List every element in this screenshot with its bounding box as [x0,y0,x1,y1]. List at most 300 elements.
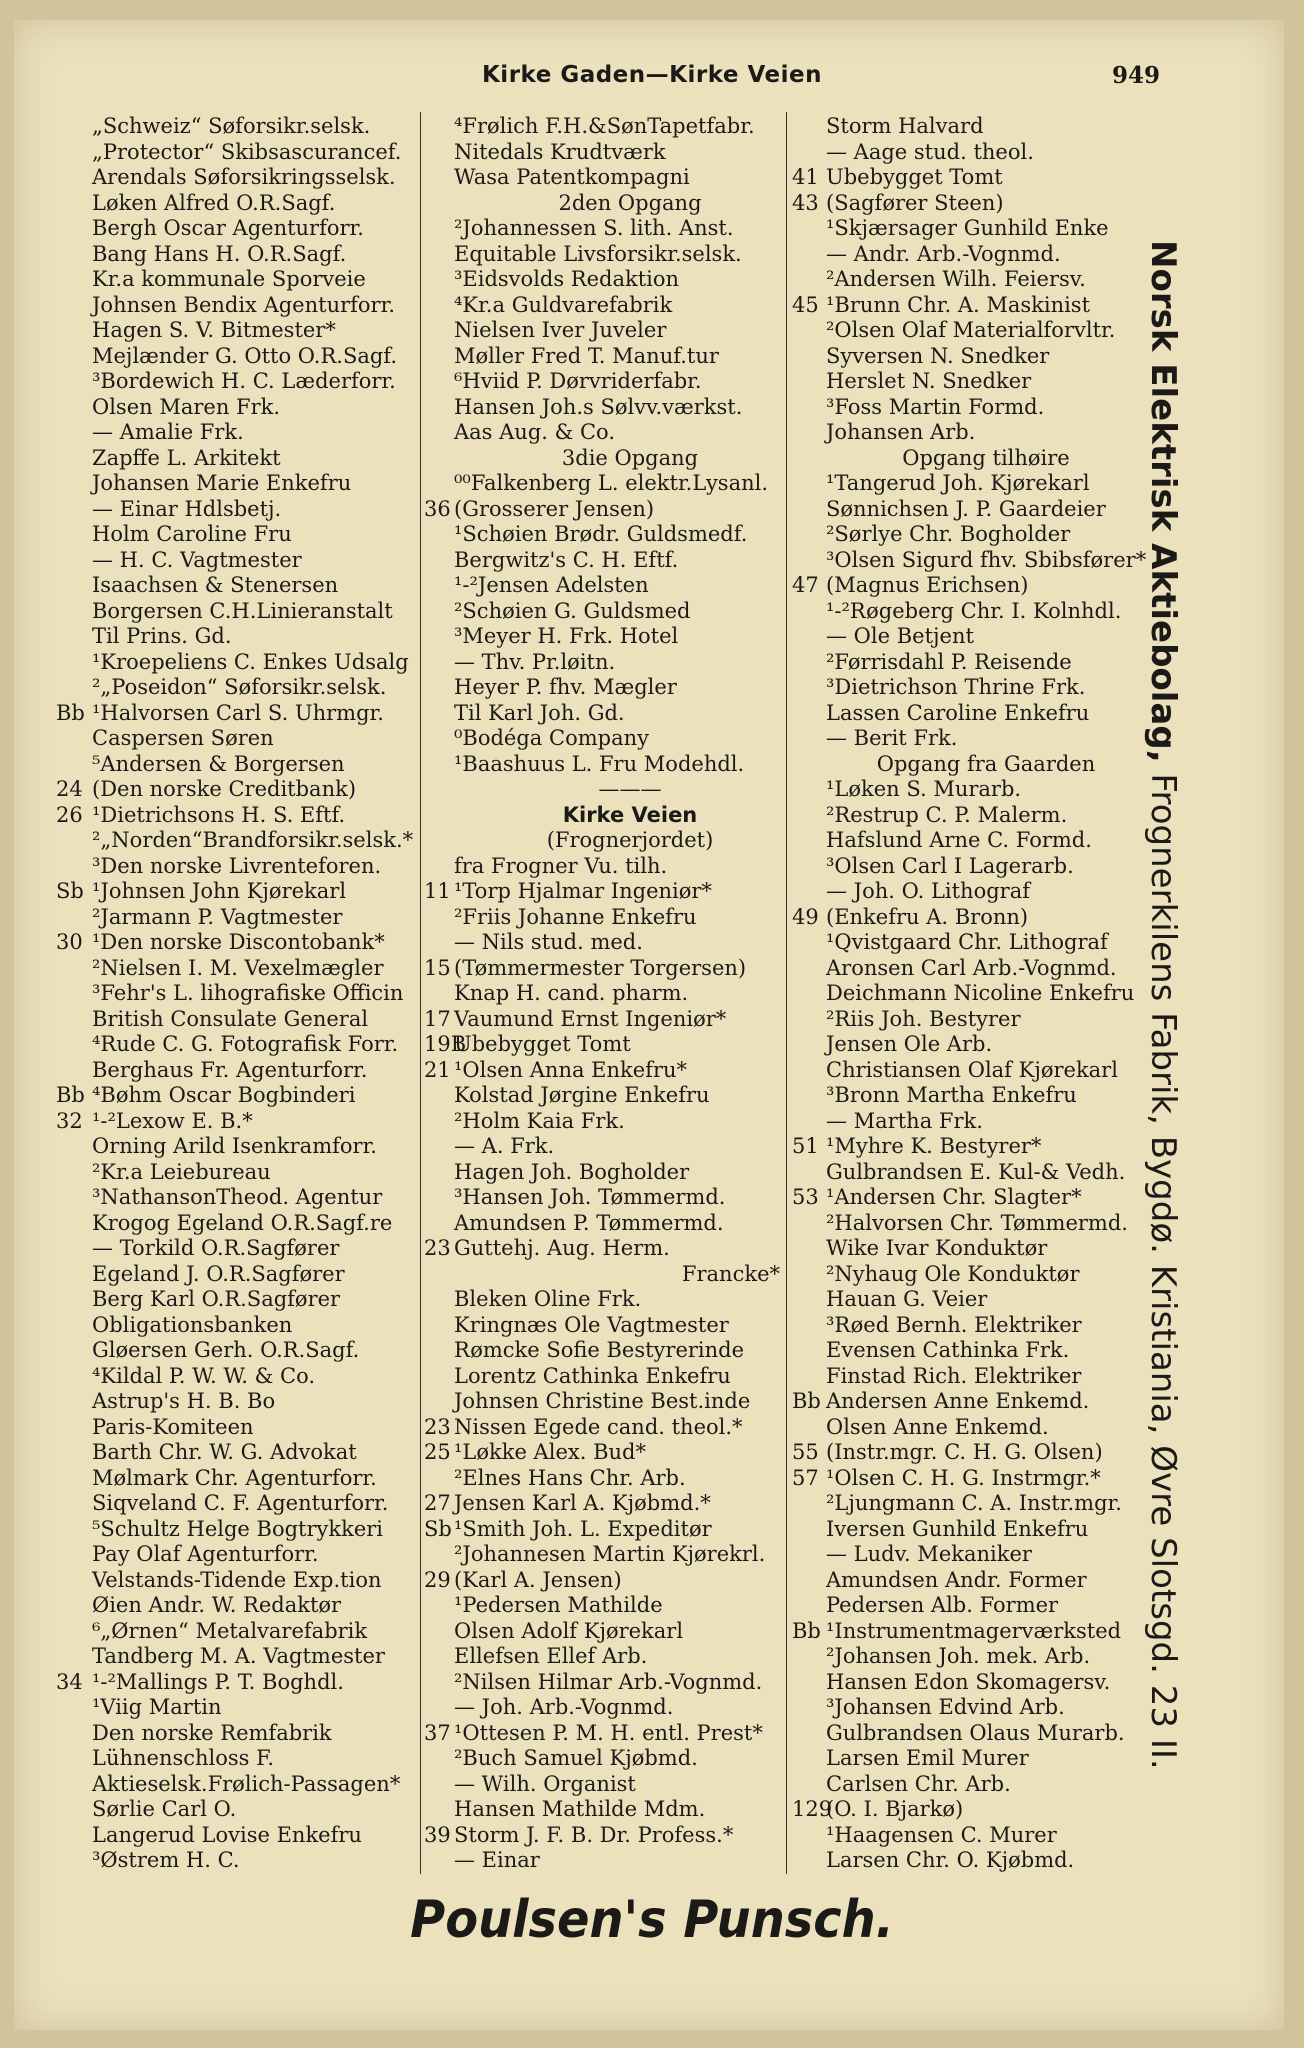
house-number: Sb [56,879,84,903]
directory-entry [792,1466,1152,1492]
entry-text: — A. Frk. [454,1134,555,1158]
directory-entry [424,1440,786,1466]
entry-text: ²Johannessen S. lith. Anst. [454,216,734,240]
directory-entry [792,522,1152,548]
directory-entry [792,777,1152,803]
entry-text: Ubebygget Tomt [826,165,1003,189]
entry-text: Arendals Søforsikringsselsk. [92,165,396,189]
entry-text: ²Ljungmann C. A. Instr.mgr. [826,1491,1122,1515]
directory-entry [792,165,1152,191]
directory-entry [792,854,1152,880]
entry-text: ¹Brunn Chr. A. Maskinist [826,292,1091,317]
entry-text: 3die Opgang [561,445,699,470]
entry-text: ²Kr.a Leiebureau [92,1159,271,1184]
house-number: 19B [424,1032,467,1056]
house-number: 27 [424,1491,451,1515]
entry-text: Berg Karl O.R.Sagfører [92,1287,341,1311]
entry-text: ¹Torp Hjalmar Ingeniør* [454,879,712,903]
house-number: 29 [424,1567,451,1592]
entry-text: Olsen Anne Enkemd. [826,1414,1049,1439]
column-divider [786,112,787,1874]
entry-text: Møller Fred T. Manuf.tur [454,343,719,368]
entry-text: Carlsen Chr. Arb. [826,1771,1011,1796]
directory-entry [424,1389,786,1415]
directory-entry [792,1542,1152,1568]
directory-entry [56,165,418,191]
entry-text: Opgang tilhøire [902,445,1070,470]
entry-text: ¹Baashuus L. Fru Modehdl. [454,751,745,776]
entry-text: ²Buch Samuel Kjøbmd. [454,1746,698,1770]
directory-entry [424,650,786,676]
house-number: 47 [792,573,819,597]
directory-entry [792,1491,1152,1517]
directory-entry [792,1313,1152,1339]
entry-text: ¹Smith Joh. L. Expeditør [454,1516,712,1541]
side-ad-rest: Frognerkilens Fabrik, Bygdø. Kristiania, Øvre Slotsgd. 23 II. [1143,762,1183,1770]
directory-entry [56,828,418,854]
directory-entry [792,1058,1152,1084]
house-number: Bb [792,1389,821,1413]
directory-entry [424,803,786,829]
house-number: 51 [792,1134,819,1158]
entry-text: Paris-Komiteen [92,1414,254,1439]
entry-text: Bang Hans H. O.R.Sagf. [92,241,347,266]
entry-text: ¹Halvorsen Carl S. Uhrmgr. [92,700,384,725]
directory-entry [56,446,418,472]
directory-entry [792,318,1152,344]
entry-text: ¹Myhre K. Bestyrer* [826,1134,1042,1158]
directory-entry [424,293,786,319]
directory-entry [424,344,786,370]
directory-entry [56,1440,418,1466]
directory-entry [424,267,786,293]
entry-text: ³Olsen Carl I Lagerarb. [826,853,1074,878]
directory-entry [424,1517,786,1543]
directory-entry [792,1211,1152,1237]
directory-entry [56,573,418,599]
entry-text: ¹Tangerud Joh. Kjørekarl [826,471,1090,495]
directory-entry [56,879,418,905]
entry-text: ¹Schøien Brødr. Guldsmedf. [454,522,748,546]
entry-text: Egeland J. O.R.Sagfører [92,1261,345,1286]
directory-entry [424,114,786,140]
directory-entry [792,1287,1152,1313]
house-number: 43 [792,190,819,215]
directory-entry [424,1568,786,1594]
entry-text: Ubebygget Tomt [454,1032,631,1056]
directory-entry [56,1160,418,1186]
directory-entry [792,497,1152,523]
entry-text: ³Meyer H. Frk. Hotel [454,624,679,648]
entry-text: Wike Ivar Konduktør [826,1236,1048,1260]
entry-text: Hagen Joh. Bogholder [454,1159,690,1184]
directory-entry [56,1848,418,1874]
entry-text: ¹Qvistgaard Chr. Lithograf [826,930,1108,954]
house-number: 55 [792,1440,819,1464]
directory-entry [792,599,1152,625]
directory-entry [424,497,786,523]
entry-text: Jensen Ole Arb. [826,1032,993,1056]
entry-text: Kirke Veien [562,802,698,827]
directory-entry [792,1109,1152,1135]
entry-text: Olsen Adolf Kjørekarl [454,1618,684,1643]
entry-text: Guttehj. Aug. Herm. [454,1236,670,1260]
entry-text: — Thv. Pr.løitn. [454,649,616,674]
directory-entry [792,1568,1152,1594]
entry-text: ⁴Bøhm Oscar Bogbinderi [92,1083,356,1107]
entry-text: Øien Andr. W. Redaktør [92,1593,342,1617]
entry-text: ⁴Kildal P. W. W. & Co. [92,1363,316,1388]
directory-entry [792,726,1152,752]
entry-text: ²Nielsen I. M. Vexelmægler [92,955,384,980]
entry-text: Nielsen Iver Juveler [454,318,667,342]
entry-text: — Einar [454,1848,540,1872]
entry-text: ³NathansonTheod. Agentur [92,1185,383,1209]
entry-text: ¹-²Lexow E. B.* [92,1108,253,1133]
directory-entry [792,344,1152,370]
entry-text: ²Halvorsen Chr. Tømmermd. [826,1210,1128,1235]
house-number: 45 [792,292,819,317]
entry-text: ¹Løken S. Murarb. [826,777,1022,801]
entry-text: ⁵Schultz Helge Bogtrykkeri [92,1516,384,1541]
entry-text: Andersen Anne Enkemd. [826,1389,1090,1413]
directory-entry [792,1695,1152,1721]
directory-entry [56,1644,418,1670]
directory-entry [792,828,1152,854]
directory-entry [792,1160,1152,1186]
house-number: 49 [792,904,819,929]
entry-text: Bleken Oline Frk. [454,1287,642,1311]
directory-entry [56,1364,418,1390]
directory-entry [424,701,786,727]
entry-text: ³Eidsvolds Redaktion [454,267,680,291]
entry-text: Løken Alfred O.R.Sagf. [92,190,336,215]
directory-entry [424,1058,786,1084]
directory-entry [56,1619,418,1645]
entry-text: (Den norske Creditbank) [92,777,357,801]
directory-entry [792,1185,1152,1211]
entry-text: Hafslund Arne C. Formd. [826,828,1092,852]
entry-text: — Joh. O. Lithograf [826,879,1030,903]
directory-entry [792,1134,1152,1160]
directory-entry [56,522,418,548]
entry-text: Vaumund Ernst Ingeniør* [454,1006,727,1031]
directory-entry [424,1619,786,1645]
entry-text: ³Røed Bernh. Elektriker [826,1312,1082,1337]
directory-entry [56,114,418,140]
entry-text: fra Frogner Vu. tilh. [454,853,668,878]
directory-entry [56,267,418,293]
directory-entry [56,1236,418,1262]
entry-text: 2den Opgang [558,190,702,215]
directory-entry [792,905,1152,931]
directory-entry [424,318,786,344]
directory-entry [56,1262,418,1288]
entry-text: ²Holm Kaia Frk. [454,1108,625,1133]
entry-text: Hansen Edon Skomagersv. [826,1669,1111,1694]
entry-text: — Ole Betjent [826,624,974,648]
entry-text: — Nils stud. med. [454,930,643,954]
directory-entry [56,140,418,166]
entry-text: — Torkild O.R.Sagfører [92,1236,340,1260]
directory-entry [424,905,786,931]
entry-text: Astrup's H. B. Bo [92,1389,276,1413]
house-number: 24 [56,777,83,801]
directory-entry [792,1746,1152,1772]
entry-text: Johansen Marie Enkefru [92,471,352,495]
entry-text: ²Andersen Wilh. Feiersv. [826,267,1086,291]
entry-text: ²Riis Joh. Bestyrer [826,1006,1021,1031]
house-number: 25 [424,1440,451,1464]
entry-text: Zapffe L. Arkitekt [92,445,281,470]
entry-text: ¹Ottesen P. M. H. entl. Prest* [454,1720,763,1745]
directory-entry [56,1542,418,1568]
entry-text: Kringnæs Ole Vagtmester [454,1312,729,1337]
entry-text: Iversen Gunhild Enkefru [826,1516,1089,1541]
house-number: 30 [56,930,83,954]
directory-entry [424,675,786,701]
entry-text: Den norske Remfabrik [92,1720,332,1745]
entry-text: ¹Dietrichsons H. S. Eftf. [92,802,346,827]
directory-entry [424,1670,786,1696]
entry-text: Gløersen Gerh. O.R.Sagf. [92,1338,360,1362]
directory-entry [424,1491,786,1517]
entry-text: — Joh. Arb.-Vognmd. [454,1695,674,1719]
directory-entry [792,114,1152,140]
directory-entry [56,1338,418,1364]
entry-text: Evensen Cathinka Frk. [826,1338,1070,1362]
entry-text: Christiansen Olaf Kjørekarl [826,1057,1118,1082]
house-number: 17 [424,1006,451,1031]
entry-text: ³Fehr's L. lihografiske Officin [92,981,404,1005]
directory-entry [792,446,1152,472]
entry-text: Aktieselsk.Frølich-Passagen* [92,1771,401,1796]
entry-text: ¹-²Jensen Adelsten [454,573,649,597]
directory-entry [424,1415,786,1441]
entry-text: — Einar Hdlsbetj. [92,496,282,521]
entry-text: Kr.a kommunale Sporveie [92,267,366,291]
entry-text: ²Nyhaug Ole Konduktør [826,1261,1080,1286]
directory-entry [424,777,786,803]
entry-text: ¹Olsen Anna Enkefru* [454,1057,688,1082]
directory-entry [792,1083,1152,1109]
entry-text: Siqveland C. F. Agenturforr. [92,1491,389,1515]
directory-entry [792,879,1152,905]
entry-text: ⁴Kr.a Guldvarefabrik [454,292,673,317]
directory-entry [424,395,786,421]
entry-text: ²Førrisdahl P. Reisende [826,649,1072,674]
directory-entry [792,293,1152,319]
directory-entry [792,650,1152,676]
entry-text: ¹Haagensen C. Murer [826,1822,1057,1847]
directory-entry [424,140,786,166]
directory-entry [56,701,418,727]
entry-text: Hauan G. Veier [826,1287,988,1311]
entry-text: ³Dietrichson Thrine Frk. [826,675,1086,699]
entry-text: Caspersen Søren [92,726,274,750]
directory-entry [56,1109,418,1135]
entry-text: ¹-²Røgeberg Chr. I. Kolnhdl. [826,598,1122,623]
entry-text: ¹-²Mallings P. T. Boghdl. [92,1669,344,1694]
directory-entry [56,1746,418,1772]
directory-entry [56,1670,418,1696]
directory-entry [424,1262,786,1288]
entry-text: ²Jarmann P. Vagtmester [92,904,343,929]
directory-entry [56,981,418,1007]
directory-entry [792,1644,1152,1670]
directory-entry [424,420,786,446]
directory-entry [792,1823,1152,1849]
entry-text: Orning Arild Isenkramforr. [92,1134,377,1158]
directory-entry [56,1058,418,1084]
entry-text: Gulbrandsen Olaus Murarb. [826,1720,1125,1745]
directory-entry [56,1185,418,1211]
directory-entry [56,905,418,931]
directory-entry [424,1593,786,1619]
entry-text: Nitedals Krudtværk [454,139,666,164]
directory-entry [792,1797,1152,1823]
directory-entry [56,1287,418,1313]
directory-entry [792,1389,1152,1415]
directory-entry [792,1415,1152,1441]
directory-entry [792,1517,1152,1543]
entry-text: (O. I. Bjarkø) [826,1797,964,1821]
column-3 [792,114,1152,1874]
entry-text: Til Karl Joh. Gd. [454,700,625,725]
entry-text: ²Schøien G. Guldsmed [454,598,691,623]
directory-entry [792,242,1152,268]
footer-advertisement: Poulsen's Punsch. [410,1890,894,1950]
side-ad-bold: Norsk Elektrisk Aktiebolag, [1143,240,1183,763]
entry-text: Johansen Arb. [826,420,976,444]
house-number: 53 [792,1185,819,1209]
entry-text: Aas Aug. & Co. [454,420,616,444]
directory-entry [792,1236,1152,1262]
directory-entry [424,242,786,268]
directory-entry [56,803,418,829]
directory-entry [56,1721,418,1747]
entry-text: ¹Løkke Alex. Bud* [454,1440,646,1464]
directory-entry [424,446,786,472]
entry-text: — Andr. Arb.-Vognmd. [826,241,1061,266]
entry-text: ³Den norske Livrenteforen. [92,853,382,878]
entry-text: Tandberg M. A. Vagtmester [92,1644,385,1668]
entry-text: (Frognerjordet) [546,828,714,852]
entry-text: ²Friis Johanne Enkefru [454,904,697,929]
directory-entry [424,1466,786,1492]
directory-entry [424,1364,786,1390]
entry-text: ¹Instrumentmagerværksted [826,1618,1122,1643]
directory-entry [424,879,786,905]
directory-entry [56,216,418,242]
entry-text: Larsen Emil Murer [826,1746,1029,1770]
entry-text: Amundsen P. Tømmermd. [454,1210,724,1235]
entry-text: Berghaus Fr. Agenturforr. [92,1057,368,1082]
directory-entry [56,854,418,880]
directory-entry [792,981,1152,1007]
entry-text: ¹Johnsen John Kjørekarl [92,879,347,903]
directory-entry [424,522,786,548]
house-number: 26 [56,802,83,827]
directory-entry [424,726,786,752]
directory-entry [424,1644,786,1670]
house-number: 21 [424,1057,451,1082]
entry-text: Storm J. F. B. Dr. Profess.* [454,1822,734,1847]
directory-entry [424,981,786,1007]
entry-text: ⁶„Ørnen“ Metalvarefabrik [92,1618,368,1643]
entry-text: Mølmark Chr. Agenturforr. [92,1465,377,1490]
house-number: 15 [424,955,451,980]
column-divider [420,112,421,1874]
entry-text: Lassen Caroline Enkefru [826,700,1090,725]
entry-text: Aronsen Carl Arb.-Vognmd. [826,955,1117,980]
directory-entry [56,471,418,497]
directory-entry [424,1823,786,1849]
directory-entry [792,1032,1152,1058]
directory-entry [424,624,786,650]
entry-text: ²Sørlye Chr. Bogholder [826,522,1071,546]
directory-entry [792,191,1152,217]
directory-entry [56,624,418,650]
directory-entry [424,599,786,625]
entry-text: ³Olsen Sigurd fhv. Sbibsfører* [826,547,1147,572]
directory-entry [56,293,418,319]
entry-text: ²Olsen Olaf Materialforvltr. [826,318,1116,342]
directory-entry [56,1007,418,1033]
directory-entry [424,1007,786,1033]
entry-text: Sønnichsen J. P. Gaardeier [826,496,1106,521]
entry-text: Knap H. cand. pharm. [454,981,689,1005]
house-number: 37 [424,1720,451,1745]
directory-entry [424,165,786,191]
entry-text: ²Nilsen Hilmar Arb.-Vognmd. [454,1669,763,1694]
entry-text: — Martha Frk. [826,1108,983,1133]
entry-text: Bergh Oscar Agenturforr. [92,216,364,240]
directory-entry [424,1848,786,1874]
entry-text: (Grosserer Jensen) [454,496,655,521]
house-number: 11 [424,879,451,903]
entry-text: Obligationsbanken [92,1312,293,1337]
directory-entry [792,140,1152,166]
entry-text: ⁵Andersen & Borgersen [92,751,345,776]
entry-text: (Enkefru A. Bronn) [826,904,1029,929]
side-advertisement [1137,240,1197,1770]
directory-entry [56,369,418,395]
entry-text: Sørlie Carl O. [92,1797,237,1821]
entry-text: ⁶Hviid P. Dørvriderfabr. [454,369,702,393]
directory-entry [424,548,786,574]
entry-text: ¹Andersen Chr. Slagter* [826,1185,1082,1209]
entry-text: ¹Den norske Discontobank* [92,930,385,954]
directory-entry [56,777,418,803]
directory-entry [56,650,418,676]
house-number: 32 [56,1108,83,1133]
directory-entry [56,1772,418,1798]
directory-entry [56,497,418,523]
entry-text: Bergwitz's C. H. Eftf. [454,547,679,572]
entry-text: — H. C. Vagtmester [92,547,302,572]
entry-text: ⁴Rude C. G. Fotografisk Forr. [92,1032,399,1056]
directory-entry [424,1721,786,1747]
entry-text: Jensen Karl A. Kjøbmd.* [454,1491,711,1515]
house-number: 36 [424,496,451,521]
entry-text: Nissen Egede cand. theol.* [454,1414,743,1439]
directory-entry [56,1823,418,1849]
directory-entry [792,624,1152,650]
directory-entry [792,1007,1152,1033]
entry-text: Velstands-Tidende Exp.tion [92,1567,382,1592]
directory-entry [424,1746,786,1772]
